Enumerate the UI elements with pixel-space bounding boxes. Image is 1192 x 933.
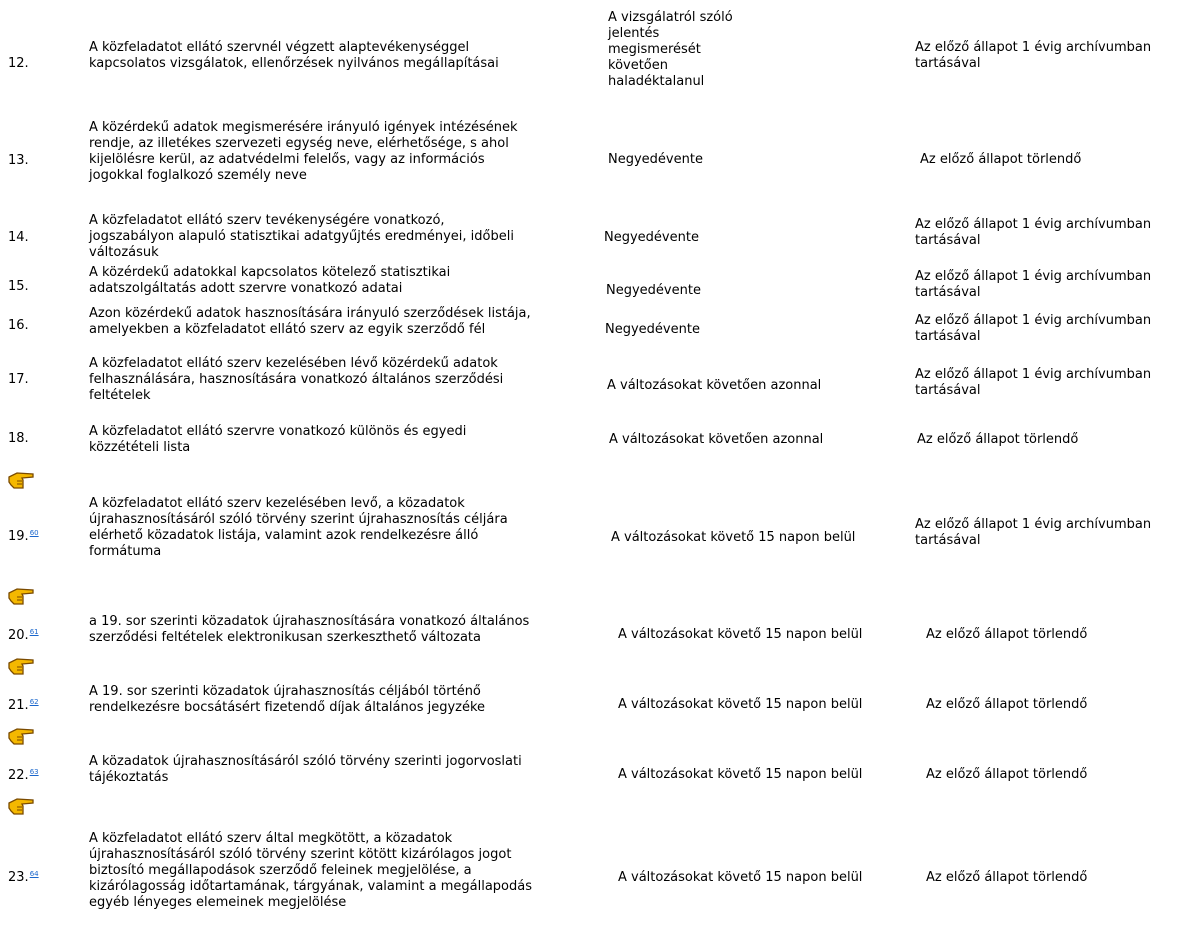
pointing-hand-icon: [8, 470, 35, 490]
row-description: A közfeladatot ellátó szerv tevékenységére vonatkozó, jogszabályon alapuló statisztikai adatgyűjtés eredményei, időbeli változásuk: [89, 213, 514, 260]
row-retention: Az előző állapot törlendő: [926, 627, 1088, 642]
row-retention: Az előző állapot törlendő: [926, 870, 1088, 885]
row-frequency: Negyedévente: [605, 322, 700, 337]
row-description: A közfeladatot ellátó szervre vonatkozó különös és egyedi közzétételi lista: [89, 424, 467, 455]
row-retention: Az előző állapot 1 évig archívumban tartásával: [915, 367, 1152, 398]
row-number: 13.: [8, 153, 29, 168]
row-retention: Az előző állapot törlendő: [926, 697, 1088, 712]
row-frequency: A változásokat követő 15 napon belül: [611, 530, 856, 545]
pointing-hand-icon: [8, 586, 35, 606]
row-description: A közfeladatot ellátó szerv kezelésében lévő közérdekű adatok felhasználására, hasznosítására vonatkozó általános szerződési feltételek: [89, 356, 504, 403]
footnote-link[interactable]: 63: [29, 767, 39, 776]
row-frequency: Negyedévente: [606, 283, 701, 298]
row-number: 18.: [8, 431, 29, 446]
row-frequency: Negyedévente: [604, 230, 699, 245]
row-description: A közérdekű adatok megismerésére irányuló igények intézésének rendje, az illetékes szervezeti egység neve, elérhetősége, s ahol kijelölésre kerül, az adatvédelmi felelős, vagy az információs jogokkal foglalkozó személy neve: [89, 120, 518, 183]
footnote-link[interactable]: 64: [29, 869, 39, 878]
row-retention: Az előző állapot 1 évig archívumban tartásával: [915, 313, 1152, 344]
row-description: A közadatok újrahasznosításáról szóló törvény szerinti jogorvoslati tájékoztatás: [89, 754, 522, 785]
row-description: A közfeladatot ellátó szerv által megkötött, a közadatok újrahasznosításáról szóló törvény szerint kötött kizárólagos jogot biztosító megállapodások szerződő feleinek megjelölése, a kizárólagosság időtartamának, tárgyának, valamint a megállapodás egyéb lényeges elemeinek megjelölése: [89, 831, 532, 910]
row-retention: Az előző állapot törlendő: [926, 767, 1088, 782]
footnote-link[interactable]: 62: [29, 697, 39, 706]
pointing-hand-icon: [8, 796, 35, 816]
footnote-link[interactable]: 60: [29, 528, 39, 537]
row-number: 16.: [8, 318, 29, 333]
row-number: 21.62: [8, 697, 39, 713]
row-number: 22.63: [8, 767, 39, 783]
row-number: 15.: [8, 279, 29, 294]
row-frequency: Negyedévente: [608, 152, 703, 167]
row-description: A közfeladatot ellátó szerv kezelésében levő, a közadatok újrahasznosításáról szóló törvény szerint újrahasznosítás céljára elérhető közadatok listája, valamint azok rendelkezésre álló formátuma: [89, 496, 508, 559]
row-frequency: A változásokat követő 15 napon belül: [618, 870, 863, 885]
pointing-hand-icon: [8, 726, 35, 746]
row-description: A közérdekű adatokkal kapcsolatos kötelező statisztikai adatszolgáltatás adott szervre vonatkozó adatai: [89, 265, 451, 296]
pointing-hand-icon: [8, 656, 35, 676]
row-number: 23.64: [8, 869, 39, 885]
row-retention: Az előző állapot 1 évig archívumban tartásával: [915, 217, 1152, 248]
row-description: A közfeladatot ellátó szervnél végzett alaptevékenységgel kapcsolatos vizsgálatok, ellenőrzések nyilvános megállapításai: [89, 40, 499, 71]
row-frequency: A változásokat követő 15 napon belül: [618, 697, 863, 712]
row-number: 17.: [8, 372, 29, 387]
row-retention: Az előző állapot 1 évig archívumban tartásával: [915, 517, 1152, 548]
row-number: 12.: [8, 56, 29, 71]
row-frequency: A változásokat követő 15 napon belül: [618, 767, 863, 782]
row-frequency: A változásokat követő 15 napon belül: [618, 627, 863, 642]
row-description: a 19. sor szerinti közadatok újrahasznosítására vonatkozó általános szerződési feltételek elektronikusan szerkeszthető változata: [89, 614, 530, 645]
row-description: A 19. sor szerinti közadatok újrahasznosítás céljából történő rendelkezésre bocsátásért fizetendő díjak általános jegyzéke: [89, 684, 486, 715]
row-number: 19.60: [8, 528, 39, 544]
row-number: 14.: [8, 230, 29, 245]
row-frequency: A változásokat követően azonnal: [607, 378, 822, 393]
row-frequency: A vizsgálatról szóló jelentés megismerését követően haladéktalanul: [608, 10, 733, 89]
row-retention: Az előző állapot törlendő: [920, 152, 1082, 167]
row-frequency: A változásokat követően azonnal: [609, 432, 824, 447]
row-retention: Az előző állapot 1 évig archívumban tartásával: [915, 40, 1152, 71]
row-retention: Az előző állapot 1 évig archívumban tartásával: [915, 269, 1152, 300]
row-retention: Az előző állapot törlendő: [917, 432, 1079, 447]
footnote-link[interactable]: 61: [29, 627, 39, 636]
row-number: 20.61: [8, 627, 39, 643]
row-description: Azon közérdekű adatok hasznosítására irányuló szerződések listája, amelyekben a közfeladatot ellátó szerv az egyik szerződő fél: [89, 306, 531, 337]
